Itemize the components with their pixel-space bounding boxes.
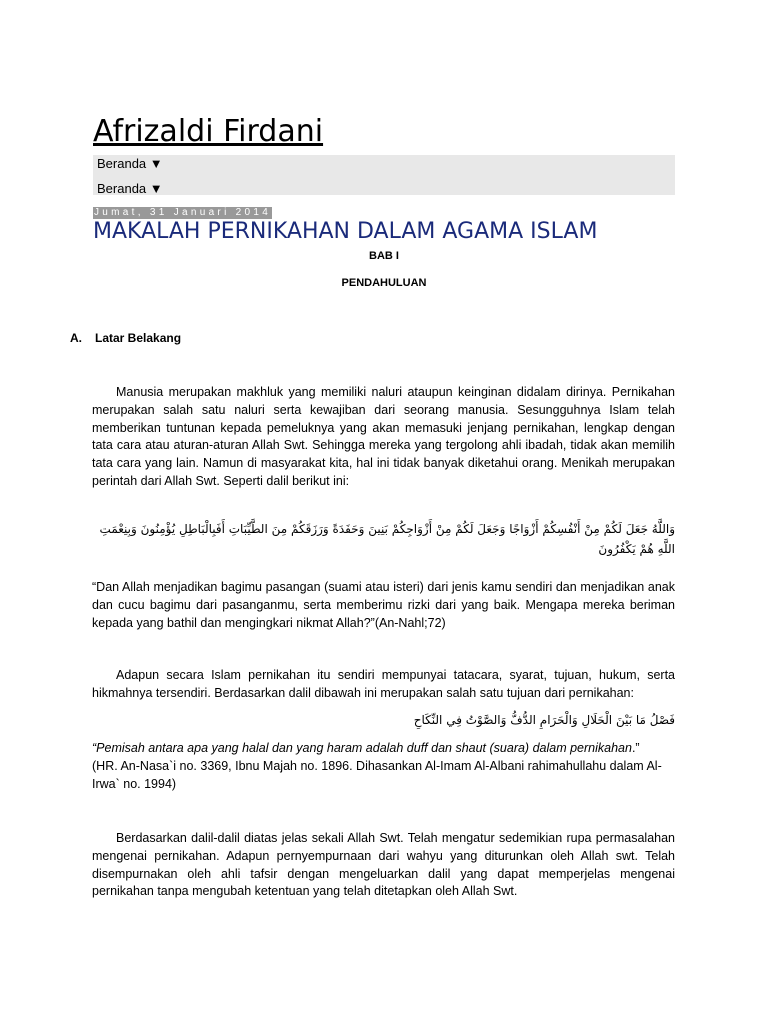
section-heading [70,331,181,345]
arabic-verse-1: وَاللَّهُ جَعَلَ لَكُمْ مِنْ أَنْفُسِكُمْ أَزْوَاجًا وَجَعَلَ لَكُمْ مِنْ أَزْوَاجِكُمْ بَنِينَ وَحَفَدَةً وَرَزَقَكُمْ مِنَ الطَّيِّبَاتِ أَفَبِالْبَاطِلِ يُؤْمِنُونَ وَبِنِعْمَتِ اللَّهِ هُمْ يَكْفُرُونَ [99,522,675,556]
paragraph-1 [92,384,675,491]
paragraph-3 [92,830,675,901]
navigation-bar [93,155,675,195]
paragraph-2 [92,667,675,703]
arabic-hadith: فَصْلُ مَا بَيْنَ الْحَلَالِ وَالْحَرَامِ الدُّفُّ وَالصَّوْتُ فِي النِّكَاحِ [413,713,675,727]
paragraph-2-text: Adapun secara Islam pernikahan itu sendiri mempunyai tatacara, syarat, tujuan, hukum, serta hikmahnya tersendiri. Berdasarkan dalil dibawah ini merupakan salah satu tujuan dari pernikahan: [92,668,675,700]
nav-dropdown-beranda-1[interactable]: Beranda ▼ [97,156,163,171]
hadith-translation: “Pemisah antara apa yang halal dan yang haram adalah duff dan shaut (suara) dalam pernikahan [92,741,632,755]
quote-translation-1: “Dan Allah menjadikan bagimu pasangan (suami atau isteri) dari jenis kamu sendiri dan menjadikan anak dan cucu bagimu dari pasanganmu, serta memberimu rizki dari yang baik. Mengapa mereka beriman kepada yang bathil dan mengingkari nikmat Allah?”(An-Nahl;72) [92,580,675,630]
chapter-number: BAB I [369,250,399,262]
hadith-translation-end: .” [631,741,640,755]
quote-translation-2 [92,740,675,793]
nav-dropdown-beranda-2[interactable]: Beranda ▼ [97,181,163,196]
section-letter: A. [70,331,82,345]
post-date: Jumat, 31 Januari 2014 [94,207,272,218]
blog-title[interactable]: Afrizaldi Firdani [93,114,324,149]
hadith-source: (HR. An-Nasa`i no. 3369, Ibnu Majah no. 1896. Dihasankan Al-Imam Al-Albani rahimahullahu dalam Al-Irwa` no. 1994) [92,758,662,791]
paragraph-3-text: Berdasarkan dalil-dalil diatas jelas sekali Allah Swt. Telah mengatur sedemikian rupa permasalahan mengenai pernikahan. Adapun pernyempurnaan dari wahyu yang diturunkan oleh Allah swt. Telah disempurnakan oleh ahli tafsir dengan mengeluarkan dalil yang dapat memperjelas mengenai pernikahan tanpa mengubah ketentuan yang telah ditetapkan oleh Allah Swt. [92,831,675,899]
section-title: Latar Belakang [95,331,182,345]
post-title: MAKALAH PERNIKAHAN DALAM AGAMA ISLAM [93,219,598,244]
chapter-title: PENDAHULUAN [341,277,427,289]
paragraph-1-text: Manusia merupakan makhluk yang memiliki naluri ataupun keinginan didalam dirinya. Pernikahan merupakan salah satu naluri serta kewajiban dari seorang manusia. Sesungguhnya Islam telah memberikan tuntunan kepada pemeluknya yang akan memasuki jenjang pernikahan, lengkap dengan tata cara atau aturan-aturan Allah Swt. Sehingga mereka yang tergolong ahli ibadah, tidak akan memilih tata cara yang lain. Namun di masyarakat kita, hal ini tidak banyak diketahui orang. Menikah merupakan perintah dari Allah Swt. Seperti dalil berikut ini: [92,385,675,488]
